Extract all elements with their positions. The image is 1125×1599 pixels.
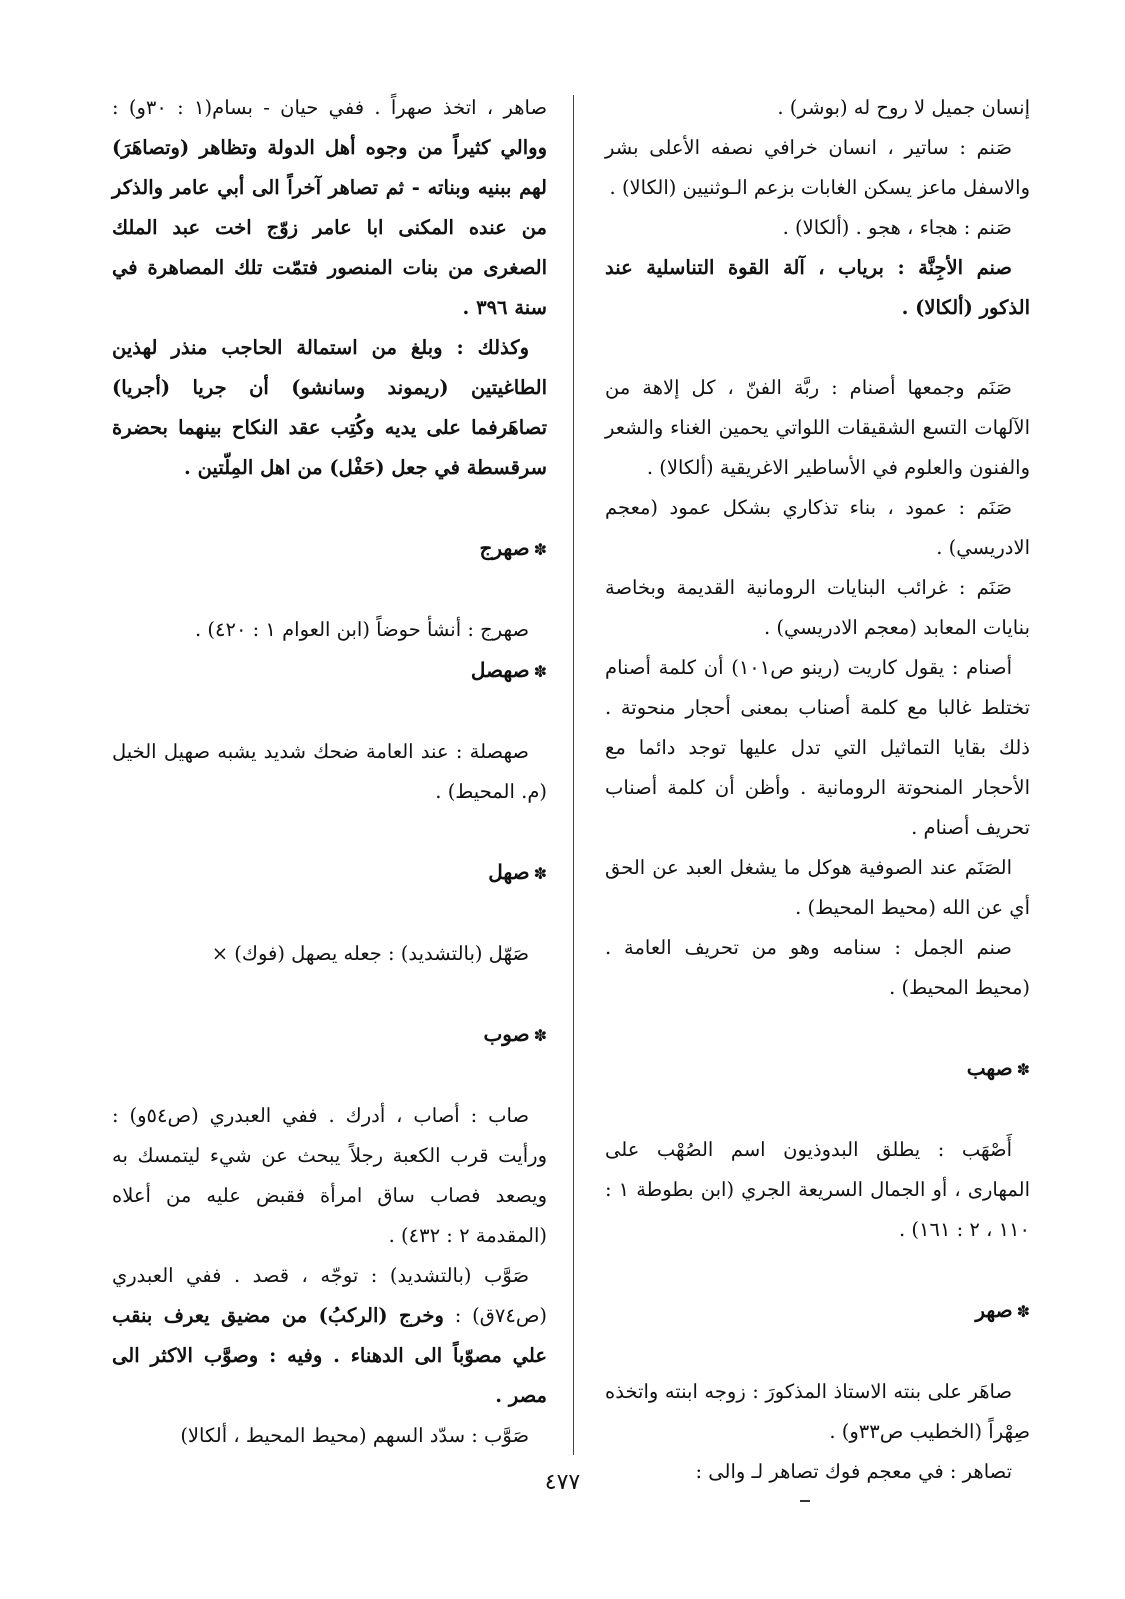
- entry-paragraph: أصنام : يقول كاريت (رينو ص١٠١) أن كلمة أصنام تختلط غالبا مع كلمة أصناب بمعنى أحجار منحوتة . ذلك بقايا التماثيل التي تدل عليها توجد دائما مع الأحجار المنحوتة الرومانية . وأظن أن كلمة أصناب تحريف أصنام .: [605, 656, 1030, 839]
- entry-paragraph: إنسان جميل لا روح له (بوشر) .: [777, 96, 1030, 119]
- section-heading: ✽صهر: [975, 1298, 1030, 1322]
- section-heading: ✽صهرج: [479, 536, 547, 560]
- entry-paragraph: صهصلة : عند العامة ضحك شديد يشبه صهيل الخيل (م. المحيط) .: [112, 740, 547, 803]
- section-heading: ✽صهل: [488, 860, 547, 884]
- star-marker-icon: ✽: [1016, 1060, 1030, 1079]
- entry-paragraph: صاب : أصاب ، أدرك . ففي العبدري (ص٥٤و) : ورأيت قرب الكعبة رجلاً يبحث عن شيء ليتمسك به ويصعد فصاب ساق امرأة فقبض عليه من أعلاه (المقدمة ٢ : ٤٣٢) .: [112, 1104, 547, 1247]
- entry-paragraph: صَنم : ساتير ، انسان خرافي نصفه الأعلى بشر والاسفل ماعز يسكن الغابات بزعم الـوثنيين (الكالا) .: [605, 136, 1030, 199]
- entry-paragraph: صهرج : أنشأ حوضاً (ابن العوام ١ : ٤٢٠) .: [195, 618, 529, 641]
- star-marker-icon: ✽: [533, 540, 547, 559]
- star-marker-icon: ✽: [1016, 1302, 1030, 1321]
- entry-paragraph: صَنَم : عمود ، بناء تذكاري بشكل عمود (معجم الادريسي) .: [605, 496, 1030, 559]
- entry-paragraph: صاهر ، اتخذ صهراً . ففي حيان - بسام(١ : ٣٠و) : ووالي كثيراً من وجوه أهل الدولة وتظاهر (وتصاهَرَ) لهم ببنيه وبناته - ثم تصاهر آخراً الى أبي عامر والذكر من عنده المكنى ابا عامر زوّج اخت عبد الملك الصغرى من بنات المنصور فتمّت تلك المصاهرة في سنة ٣٩٦ .: [112, 96, 548, 319]
- page-number: ٤٧٧: [544, 1470, 581, 1495]
- entry-paragraph: صنم الجمل : سنامه وهو من تحريف العامة . (محيط المحيط) .: [605, 936, 1030, 999]
- star-marker-icon: ✽: [533, 662, 547, 681]
- entry-paragraph: تصاهر : في معجم فوك تصاهر لـ والى :: [695, 1460, 1012, 1483]
- entry-paragraph: صَوَّب : سدّد السهم (محيط المحيط ، ألكالا): [180, 1424, 529, 1447]
- section-heading: ✽صهب: [966, 1056, 1030, 1080]
- entry-paragraph: صَهّل (بالتشديد) : جعله يصهل (فوك) ×: [211, 942, 529, 965]
- scan-mark: [800, 1500, 810, 1502]
- entry-paragraph: صَنَم : غرائب البنايات الرومانية القديمة وبخاصة بنايات المعابد (معجم الادريسي) .: [605, 576, 1030, 639]
- entry-paragraph: صَوَّب (بالتشديد) : توجّه ، قصد . ففي العبدري (ص٧٤ق) : وخرج (الركبُ) من مضيق يعرف بنقب علي مصوّباً الى الدهناء . وفيه : وصوَّب الاكثر الى مصر .: [112, 1264, 548, 1407]
- entry-paragraph: وكذلك : وبلغ من استمالة الحاجب منذر لهذين الطاغيتين (ريموند وسانشو) أن جريا (أجريا) تصاهَرفما على يديه وكُتِب عقد النكاح بينهما بحضرة سرقسطة في جعل (حَفْل) من اهل المِلّتين .: [112, 336, 547, 479]
- entry-paragraph: صَنم : هجاء ، هجو . (ألكالا) .: [782, 216, 1012, 239]
- entry-paragraph: الصَنَم عند الصوفية هوكل ما يشغل العبد عن الحق أي عن الله (محيط المحيط) .: [605, 856, 1030, 919]
- section-heading: ✽صهصل: [470, 658, 547, 682]
- star-marker-icon: ✽: [533, 1026, 547, 1045]
- column-divider: [573, 95, 574, 1455]
- right-column: [605, 88, 1030, 1492]
- star-marker-icon: ✽: [533, 864, 547, 883]
- entry-paragraph: صَنَم وجمعها أصنام : ربَّة الفنّ ، كل إلاهة من الآلهات التسع الشقيقات اللواتي يحمين الغناء والشعر والفنون والعلوم في الأساطير الاغريقية (ألكالا) .: [605, 376, 1030, 479]
- entry-paragraph: أَصْهَب : يطلق البدوذيون اسم الصُهْب على المهارى ، أو الجمال السريعة الجري (ابن بطوطة ١ : ١١٠ ، ٢ : ١٦١) .: [605, 1138, 1030, 1241]
- section-heading: ✽صوب: [483, 1022, 547, 1046]
- entry-paragraph: صنم الأجِنَّة : برياب ، آلة القوة التناسلية عند الذكور (ألكالا) .: [605, 256, 1030, 319]
- entry-paragraph: صاهَر على بنته الاستاذ المذكورَ : زوجه ابنته واتخذه صِهْراً (الخطيب ص٣٣و) .: [605, 1380, 1030, 1443]
- left-column: [112, 88, 547, 1456]
